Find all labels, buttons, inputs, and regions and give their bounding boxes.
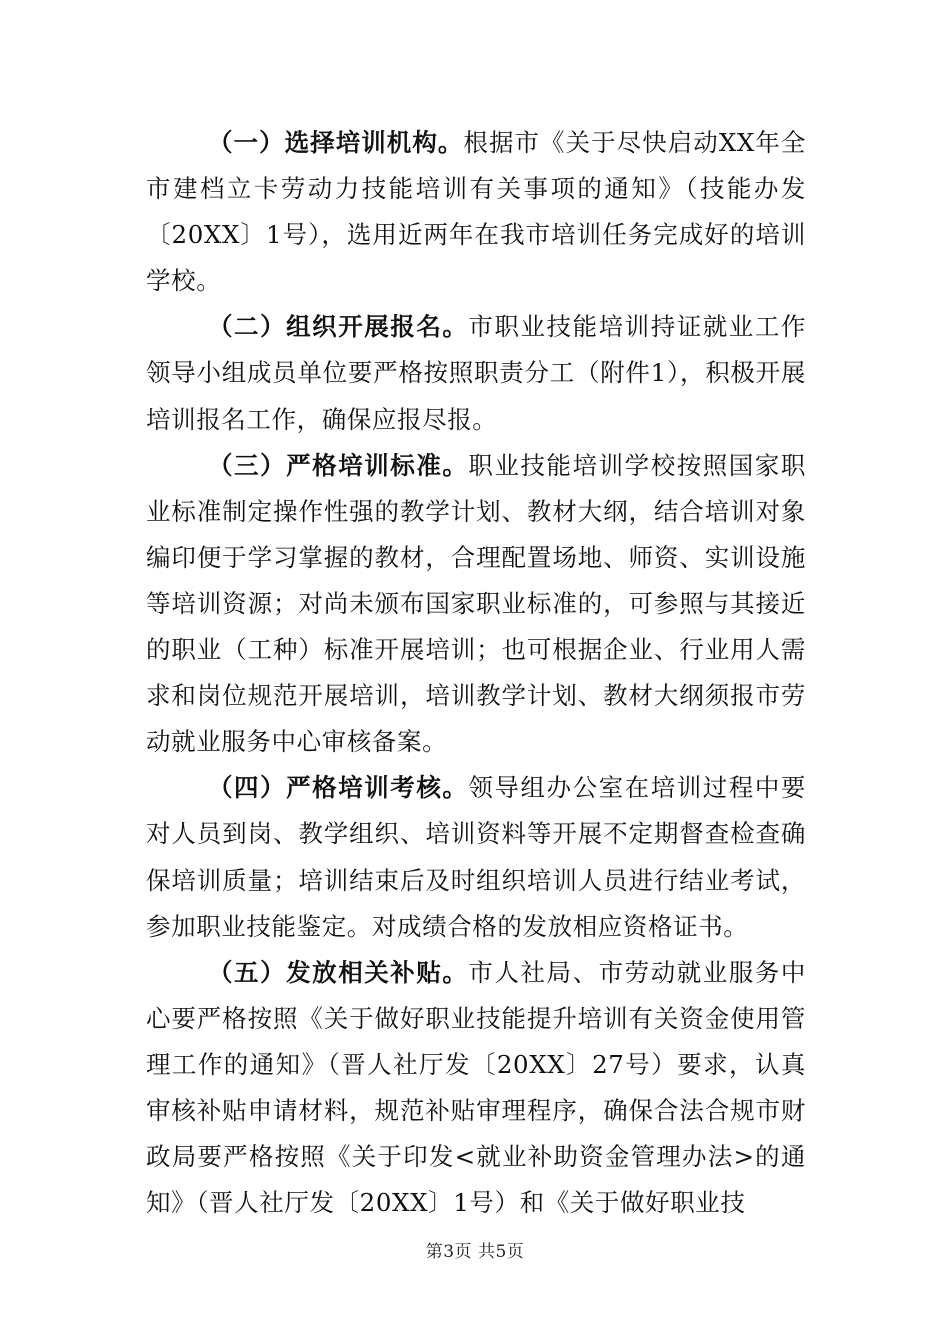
- paragraph-select-institution: [146, 120, 806, 304]
- paragraph-text: 市职业技能培训持证就业工作领导小组成员单位要严格按照职责分工（附件1），积极开展培训报名工作，确保应报尽报。: [146, 312, 806, 434]
- paragraph-heading: （二）组织开展报名。: [208, 312, 469, 342]
- paragraph-subsidies: [146, 950, 806, 1227]
- paragraph-training-standard: [146, 443, 806, 766]
- paragraph-heading: （一）选择培训机构。: [208, 128, 464, 157]
- paragraph-training-assessment: [146, 765, 806, 949]
- paragraph-heading: （五）发放相关补贴。: [208, 957, 469, 987]
- paragraph-registration: [146, 304, 806, 442]
- paragraph-heading: （四）严格培训考核。: [208, 773, 469, 803]
- page-number-footer: 第3页 共5页: [425, 1242, 525, 1262]
- paragraph-heading: （三）严格培训标准。: [208, 450, 469, 480]
- document-body: [146, 120, 806, 1226]
- paragraph-text: 领导组办公室在培训过程中要对人员到岗、教学组织、培训资料等开展不定期督查检查确保培训质量；培训结束后及时组织培训人员进行结业考试，参加职业技能鉴定。对成绩合格的发放相应资格证书。: [146, 773, 806, 941]
- paragraph-text: 根据市《关于尽快启动XX年全市建档立卡劳动力技能培训有关事项的通知》（技能办发〔20XX〕1号），选用近两年在我市培训任务完成好的培训学校。: [146, 128, 806, 296]
- paragraph-text: 市人社局、市劳动就业服务中心要严格按照《关于做好职业技能提升培训有关资金使用管理工作的通知》（晋人社厅发〔20XX〕27号）要求，认真审核补贴申请材料，规范补贴审理程序，确保合法合规市财政局要严格按照《关于印发<就业补助资金管理办法>的通知》（晋人社厅发〔20XX〕1号）和《关于做好职业技: [146, 957, 806, 1218]
- paragraph-text: 职业技能培训学校按照国家职业标准制定操作性强的教学计划、教材大纲，结合培训对象编印便于学习掌握的教材，合理配置场地、师资、实训设施等培训资源；对尚未颁布国家职业标准的，可参照与其接近的职业（工种）标准开展培训；也可根据企业、行业用人需求和岗位规范开展培训，培训教学计划、教材大纲须报市劳动就业服务中心审核备案。: [146, 450, 806, 757]
